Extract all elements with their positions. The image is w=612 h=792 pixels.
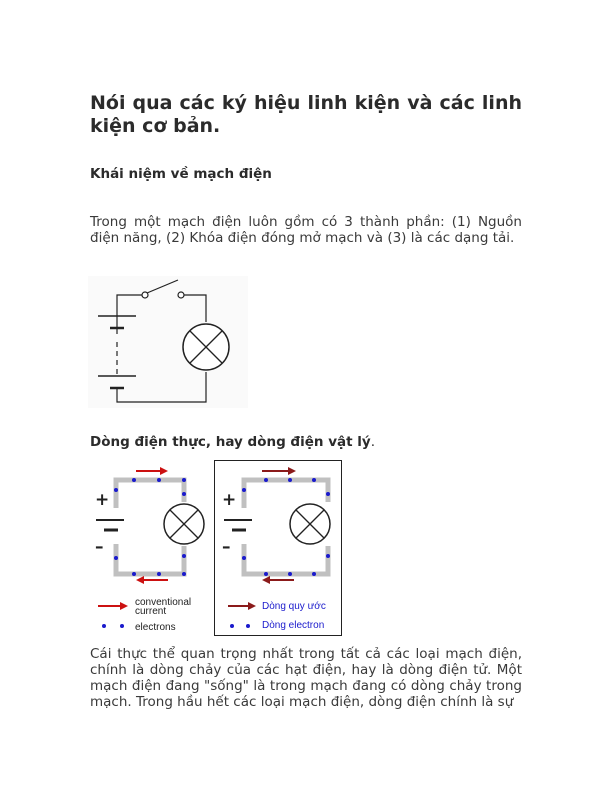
legend-electrons: electrons xyxy=(135,622,176,633)
legend-electron-dot-2 xyxy=(120,624,124,628)
legend-electron-dot-2 xyxy=(246,624,250,628)
minus-sign: – xyxy=(95,537,104,557)
document-title: Nói qua các ký hiệu linh kiện và các linh kiện cơ bản. xyxy=(90,92,522,137)
section-heading: Khái niệm về mạch điện xyxy=(90,166,272,182)
legend-conventional: Dòng quy ước xyxy=(262,601,326,612)
subheading-period: . xyxy=(370,434,375,450)
legend-conventional-line2: current xyxy=(135,606,167,617)
current-diagram-vietnamese xyxy=(214,460,342,636)
plus-sign: + xyxy=(95,490,110,510)
intro-paragraph: Trong một mạch điện luôn gồm có 3 thành phần: (1) Nguồn điện năng, (2) Khóa điện đóng mở mạch và (3) là các dạng tải. xyxy=(90,214,522,246)
legend-conventional-line1: conventional xyxy=(135,597,192,608)
subheading xyxy=(90,434,375,450)
conventional-current-arrows xyxy=(136,467,168,584)
basic-circuit-diagram xyxy=(88,276,248,408)
legend-electron-dot-1 xyxy=(102,624,106,628)
current-diagram-english xyxy=(88,460,212,636)
minus-sign: – xyxy=(222,537,231,557)
subheading-bold: Dòng điện thực, hay dòng điện vật lý xyxy=(90,434,371,450)
legend-electrons: Dòng electron xyxy=(262,620,325,631)
plus-sign: + xyxy=(222,490,237,510)
body-paragraph: Cái thực thể quan trọng nhất trong tất cả các loại mạch điện, chính là dòng chảy của các hạt điện, hay là dòng điện tử. Một mạch điện đang "sống" là trong mạch đang có dòng chảy trong mạch. Trong hầu hết các loại mạch điện, dòng điện chính là sự xyxy=(90,646,522,710)
legend-electron-dot-1 xyxy=(230,624,234,628)
lamp-symbol xyxy=(183,324,229,370)
legend-arrowhead-icon xyxy=(120,602,128,610)
